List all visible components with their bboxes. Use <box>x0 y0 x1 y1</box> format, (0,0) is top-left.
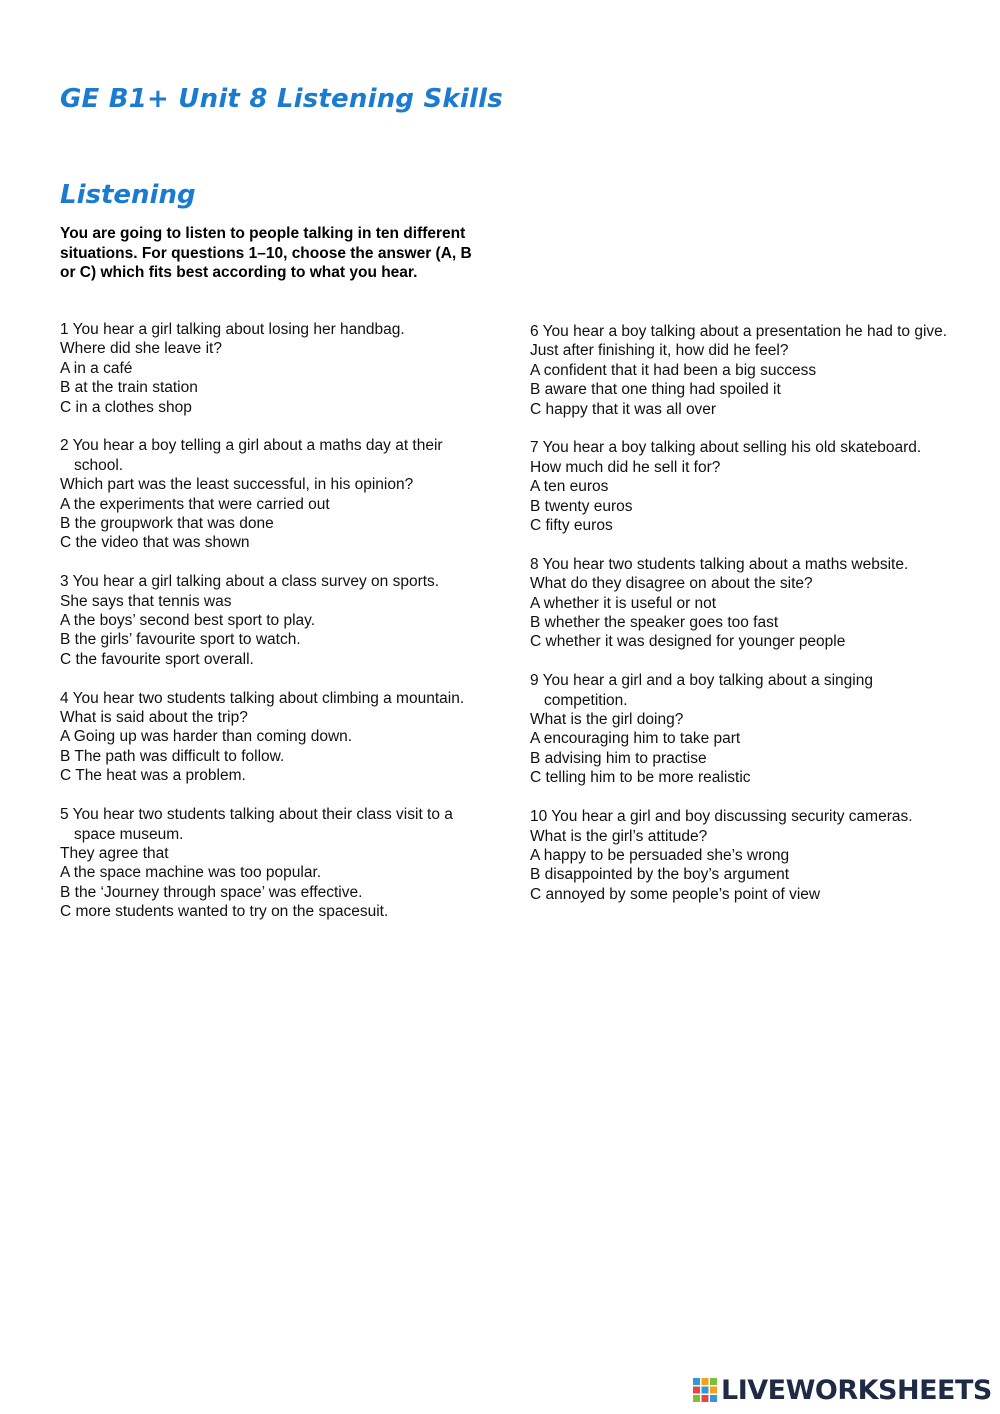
option-a[interactable]: A whether it is useful or not <box>530 594 717 612</box>
question-prompt: She says that tennis was <box>60 592 232 610</box>
option-a[interactable]: A encouraging him to take part <box>530 730 741 748</box>
option-b[interactable]: B aware that one thing had spoiled it <box>530 381 781 399</box>
option-c[interactable]: C the video that was shown <box>60 534 250 552</box>
question-stem: 7 You hear a boy talking about selling his old skateboard. <box>530 439 922 457</box>
liveworksheets-logo-text: LIVEWORKSHEETS <box>721 1374 992 1406</box>
liveworksheets-logo-icon <box>692 1377 718 1403</box>
option-c[interactable]: C fifty euros <box>530 517 613 535</box>
option-a[interactable]: A in a café <box>60 359 133 377</box>
option-c[interactable]: C annoyed by some people’s point of view <box>530 885 821 903</box>
question-stem: 8 You hear two students talking about a maths website. <box>530 555 909 573</box>
liveworksheets-brand <box>692 1374 992 1406</box>
question-9 <box>530 671 950 787</box>
question-5 <box>60 805 490 921</box>
question-prompt: How much did he sell it for? <box>530 458 721 476</box>
option-c[interactable]: C more students wanted to try on the spacesuit. <box>60 903 389 921</box>
option-c[interactable]: C in a clothes shop <box>60 398 192 416</box>
option-b[interactable]: B the groupwork that was done <box>60 515 274 533</box>
question-stem: 10 You hear a girl and boy discussing security cameras. <box>530 808 913 826</box>
option-a[interactable]: A the boys’ second best sport to play. <box>60 612 316 630</box>
option-c[interactable]: C happy that it was all over <box>530 400 717 418</box>
option-b[interactable]: B the girls’ favourite sport to watch. <box>60 631 301 649</box>
question-2 <box>60 436 490 552</box>
question-10 <box>530 807 950 904</box>
question-prompt: Just after finishing it, how did he feel? <box>530 342 789 360</box>
question-stem: 4 You hear two students talking about climbing a mountain. <box>60 689 465 707</box>
option-a[interactable]: A confident that it had been a big success <box>530 361 817 379</box>
option-b[interactable]: B at the train station <box>60 379 198 397</box>
option-b[interactable]: B The path was difficult to follow. <box>60 747 285 765</box>
question-prompt: Where did she leave it? <box>60 340 222 358</box>
question-stem: 1 You hear a girl talking about losing her handbag. <box>60 321 405 338</box>
question-1 <box>60 320 490 417</box>
option-c[interactable]: C the favourite sport overall. <box>60 650 254 668</box>
question-6 <box>530 322 950 419</box>
option-c[interactable]: C whether it was designed for younger people <box>530 633 846 651</box>
question-stem: 6 You hear a boy talking about a presentation he had to give. <box>530 323 948 340</box>
question-8 <box>530 555 950 652</box>
question-prompt: What is said about the trip? <box>60 709 248 727</box>
option-c[interactable]: C telling him to be more realistic <box>530 769 751 787</box>
option-c[interactable]: C The heat was a problem. <box>60 767 246 785</box>
question-stem: 5 You hear two students talking about their class visit to a space museum. <box>60 806 453 843</box>
question-stem: 3 You hear a girl talking about a class survey on sports. <box>60 573 440 591</box>
instructions: You are going to listen to people talking in ten different situations. For questions 1–10, choose the answer (A, B or C) which fits best according to what you hear. <box>60 225 472 281</box>
option-a[interactable]: A happy to be persuaded she’s wrong <box>530 846 790 864</box>
question-stem: 2 You hear a boy telling a girl about a maths day at their school. <box>60 437 443 474</box>
questions-column-left <box>60 320 490 941</box>
question-prompt: Which part was the least successful, in his opinion? <box>60 476 414 494</box>
option-a[interactable]: A the space machine was too popular. <box>60 864 322 882</box>
option-b[interactable]: B twenty euros <box>530 497 633 515</box>
option-b[interactable]: B advising him to practise <box>530 749 707 767</box>
option-b[interactable]: B the ‘Journey through space’ was effective. <box>60 883 363 901</box>
section-heading: Listening <box>60 180 196 210</box>
question-prompt: They agree that <box>60 844 169 862</box>
question-prompt: What do they disagree on about the site? <box>530 575 813 593</box>
question-3 <box>60 572 490 669</box>
questions-column-right <box>530 322 950 924</box>
option-a[interactable]: A ten euros <box>530 478 609 496</box>
option-b[interactable]: B disappointed by the boy’s argument <box>530 866 790 884</box>
option-b[interactable]: B whether the speaker goes too fast <box>530 614 779 632</box>
question-stem: 9 You hear a girl and a boy talking about a singing competition. <box>530 672 873 709</box>
question-4 <box>60 689 490 786</box>
question-prompt: What is the girl’s attitude? <box>530 827 708 845</box>
document-title: GE B1+ Unit 8 Listening Skills <box>60 84 503 114</box>
question-prompt: What is the girl doing? <box>530 711 684 729</box>
option-a[interactable]: A Going up was harder than coming down. <box>60 728 353 746</box>
option-a[interactable]: A the experiments that were carried out <box>60 495 330 513</box>
question-7 <box>530 438 950 535</box>
